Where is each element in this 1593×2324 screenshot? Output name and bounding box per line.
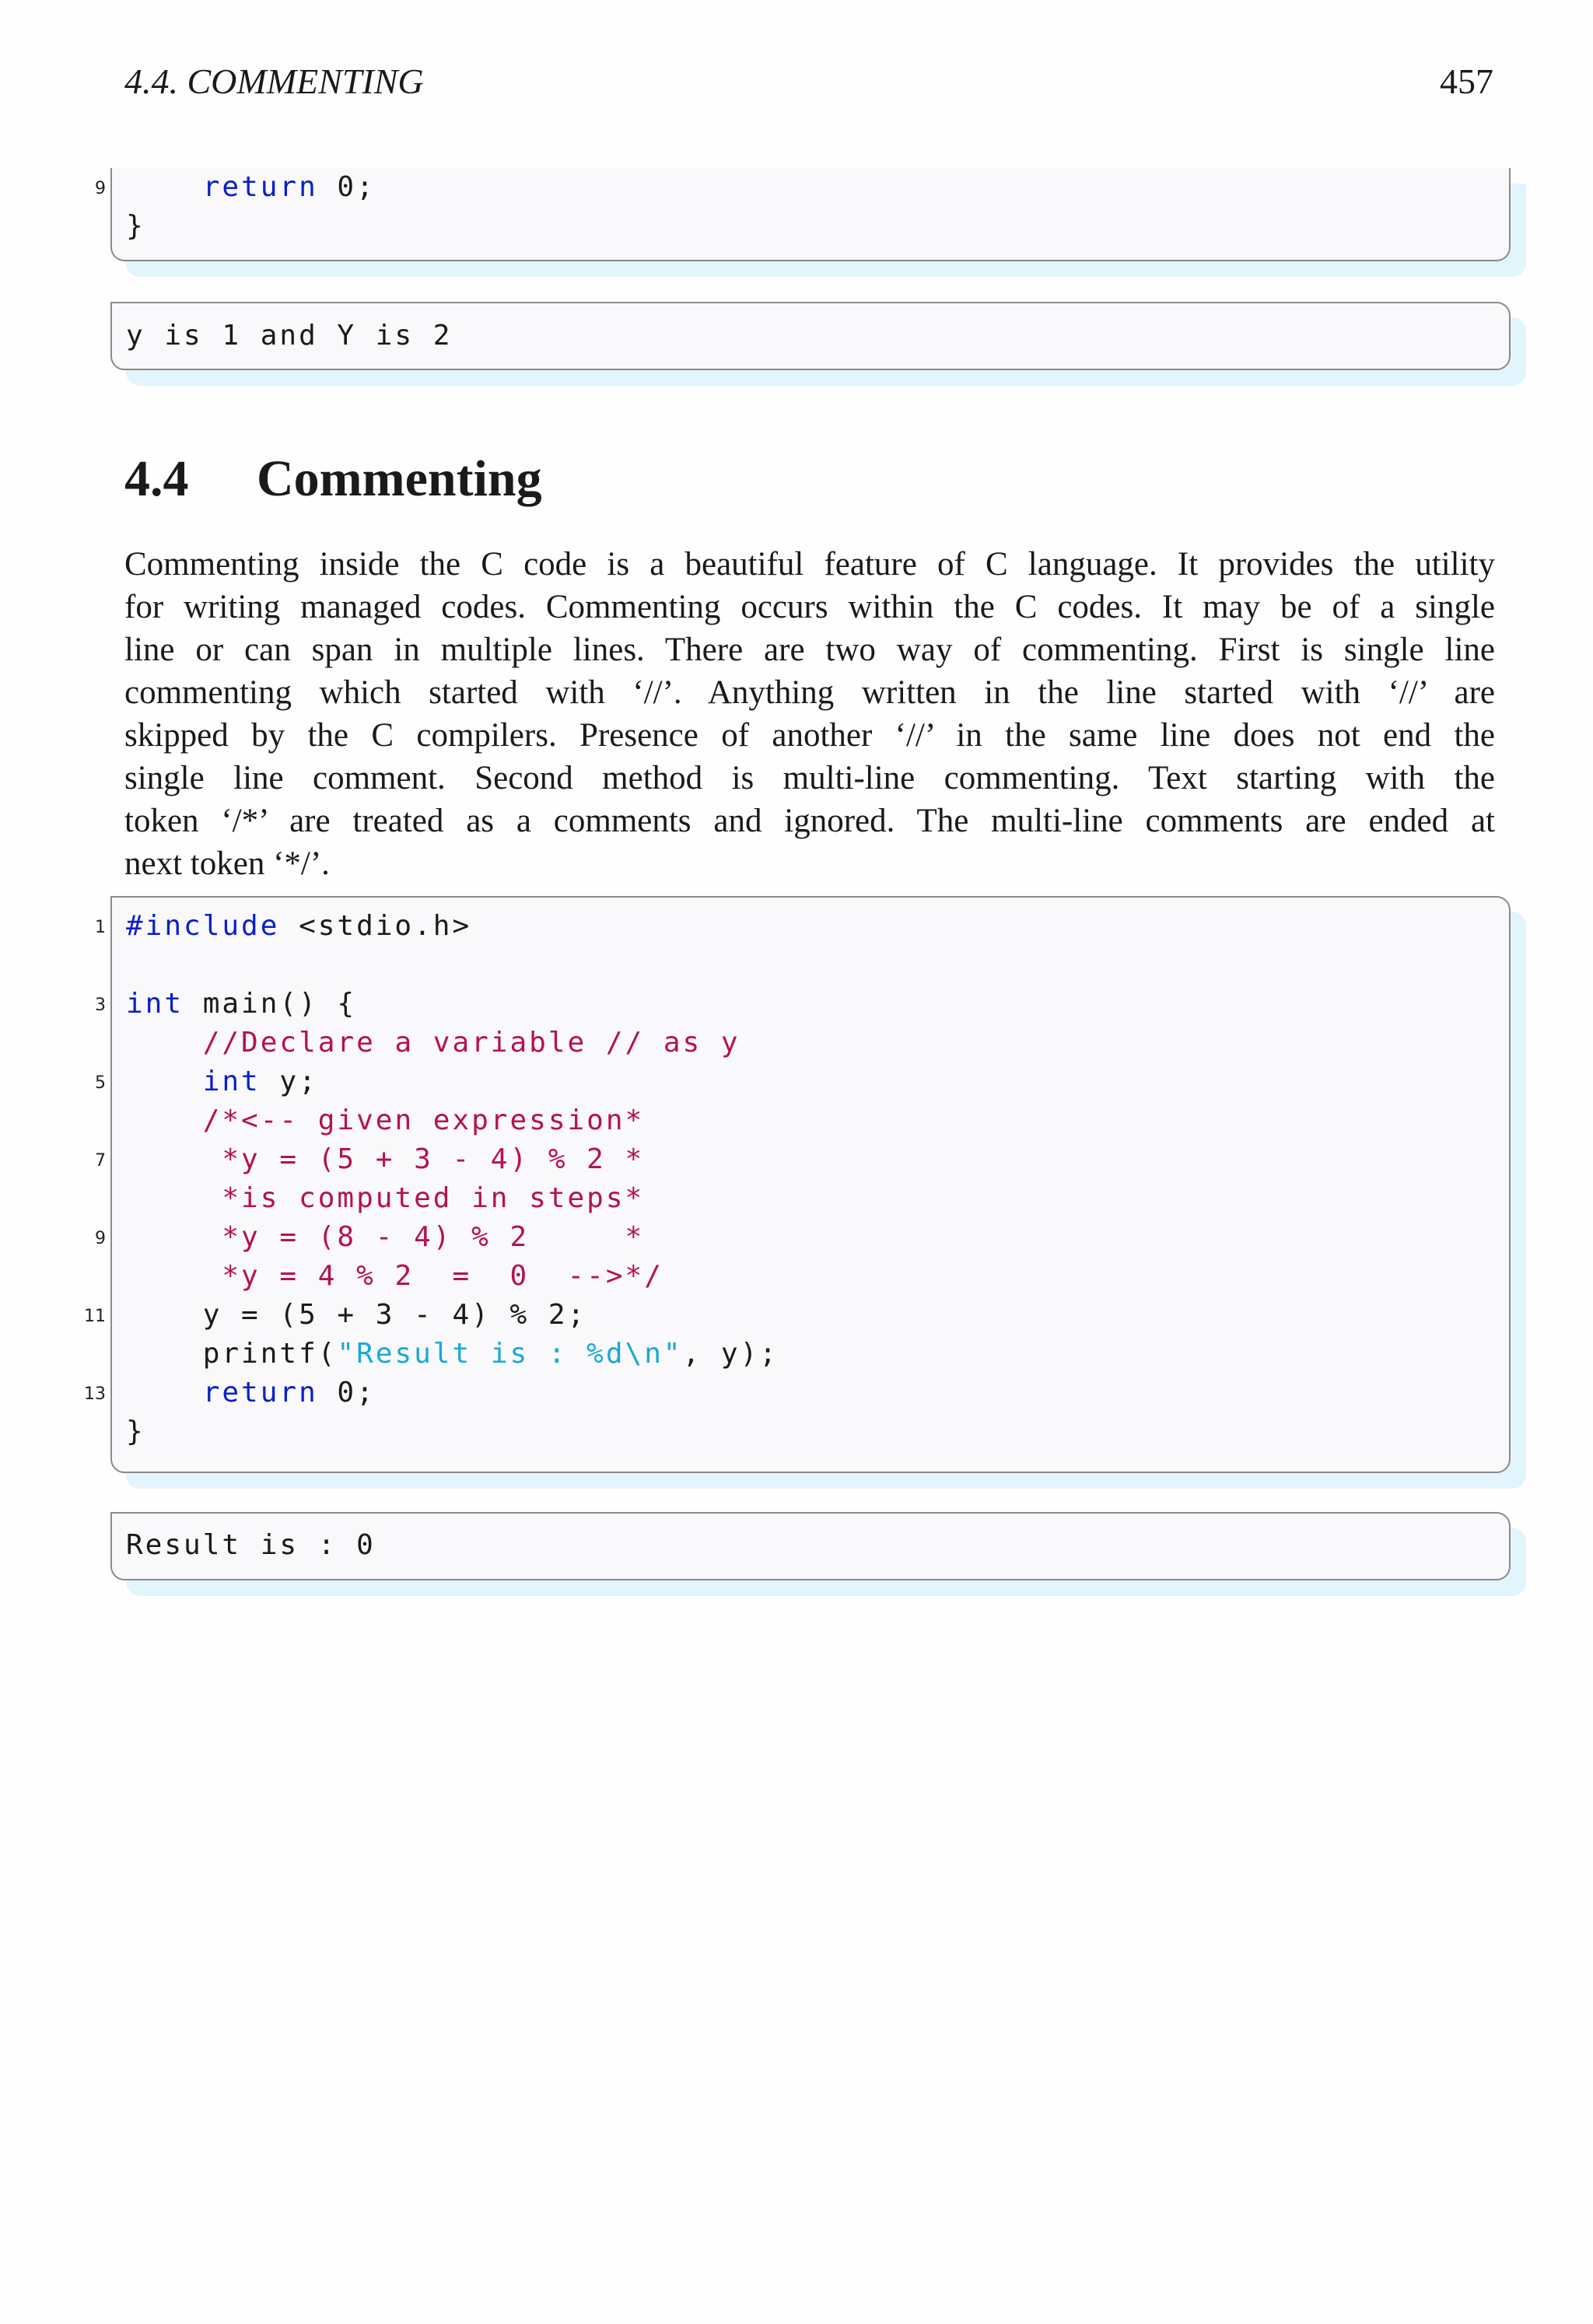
code-token: } [126, 1416, 145, 1447]
line-number: 3 [95, 996, 106, 1015]
code-text [126, 1140, 644, 1179]
paragraph-line: line or can span in multiple lines. There are two way of commenting. First is single line [124, 632, 1495, 668]
code-token [126, 1143, 222, 1175]
code-token: } [126, 210, 145, 242]
paragraph-line: single line comment. Second method is multi-line commenting. Text starting with the [124, 760, 1495, 796]
code-token [126, 1066, 203, 1097]
code-keyword: int [202, 1066, 261, 1097]
section-heading [124, 450, 542, 509]
code-token [126, 171, 203, 203]
code-token: <stdio.h> [279, 910, 472, 942]
line-number: 9 [95, 179, 106, 198]
code-preprocessor: #include [126, 910, 280, 942]
code-line [112, 207, 1509, 246]
paragraph-line: next token ‘*/’. [124, 845, 330, 882]
code-comment: *y = 4 % 2 = 0 -->*/ [222, 1260, 663, 1292]
paragraph-line: for writing managed codes. Commenting occurs within the C codes. It may be of a single [124, 589, 1495, 625]
code-text [126, 1296, 586, 1335]
page-number: 457 [1440, 61, 1493, 101]
code-token: main() { [184, 988, 357, 1020]
output-text: y is 1 and Y is 2 [126, 320, 453, 352]
code-token [126, 1027, 203, 1059]
code-line [112, 1101, 1509, 1140]
line-number: 11 [84, 1307, 106, 1326]
code-token [126, 1221, 222, 1253]
code-token: printf( [126, 1338, 338, 1370]
code-line [112, 1024, 1509, 1062]
code-text [126, 1335, 779, 1374]
code-line [112, 1412, 1509, 1451]
code-text [126, 1218, 644, 1257]
code-token: 0; [317, 171, 376, 203]
code-text [126, 207, 145, 246]
code-text [126, 1374, 376, 1412]
section-title: Commenting [257, 450, 542, 507]
code-text [126, 168, 376, 207]
section-number: 4.4 [124, 450, 189, 507]
code-text [126, 1062, 318, 1101]
code-text [126, 1179, 644, 1218]
code-keyword: int [126, 988, 184, 1020]
code-line [112, 1179, 1509, 1218]
code-line [95, 1140, 1509, 1179]
code-line [95, 907, 1509, 946]
code-line [95, 1062, 1509, 1101]
code-token [126, 1182, 222, 1214]
line-number: 5 [95, 1073, 106, 1093]
line-number: 1 [95, 918, 106, 937]
code-token [126, 1104, 203, 1136]
code-line [95, 1218, 1509, 1257]
code-listing [84, 896, 1511, 1473]
line-number: 9 [95, 1229, 106, 1248]
paragraph-line: Commenting inside the C code is a beautiful feature of C language. It provides the utility [124, 546, 1495, 583]
output-text: Result is : 0 [126, 1529, 376, 1561]
code-token [126, 1260, 222, 1292]
code-token: 0; [317, 1377, 376, 1409]
code-token [126, 1377, 203, 1409]
code-token: y = (5 + 3 - 4) % 2; [126, 1299, 587, 1331]
code-line [95, 168, 1509, 207]
code-line [112, 946, 1509, 985]
paragraph-line: skipped by the C compilers. Presence of another ‘//’ in the same line does not end the [124, 717, 1495, 754]
line-number: 13 [84, 1384, 106, 1404]
code-keyword: return [202, 1377, 318, 1409]
output-box-1 [110, 302, 1511, 370]
line-number: 7 [95, 1151, 106, 1171]
code-text [126, 907, 471, 946]
code-keyword: return [202, 171, 318, 203]
code-text [126, 1257, 663, 1296]
running-header [124, 61, 1493, 107]
code-line [84, 1374, 1509, 1412]
code-comment: *y = (8 - 4) % 2 * [222, 1221, 645, 1253]
code-text [126, 985, 356, 1024]
output-box-2 [110, 1512, 1511, 1580]
body-paragraph [124, 543, 1495, 885]
paragraph-line: token ‘/*’ are treated as a comments and ignored. The multi-line comments are ended at [124, 803, 1495, 839]
code-comment: *y = (5 + 3 - 4) % 2 * [222, 1143, 645, 1175]
code-line [112, 1257, 1509, 1296]
code-token: , y); [682, 1338, 779, 1370]
code-text [126, 1101, 644, 1140]
code-listing-continued [95, 168, 1511, 261]
code-string: "Result is : %d\n" [337, 1338, 683, 1370]
code-comment: *is computed in steps* [222, 1182, 645, 1214]
running-header-section: 4.4. COMMENTING [124, 61, 424, 101]
code-comment: //Declare a variable // as y [202, 1027, 740, 1059]
code-line [95, 985, 1509, 1024]
code-line [112, 1335, 1509, 1374]
paragraph-line: commenting which started with ‘//’. Anything written in the line started with ‘//’ are [124, 674, 1495, 711]
code-comment: /*<-- given expression* [202, 1104, 645, 1136]
code-line [84, 1296, 1509, 1335]
code-text [126, 1024, 740, 1062]
code-text [126, 1412, 145, 1451]
code-token: y; [260, 1066, 318, 1097]
